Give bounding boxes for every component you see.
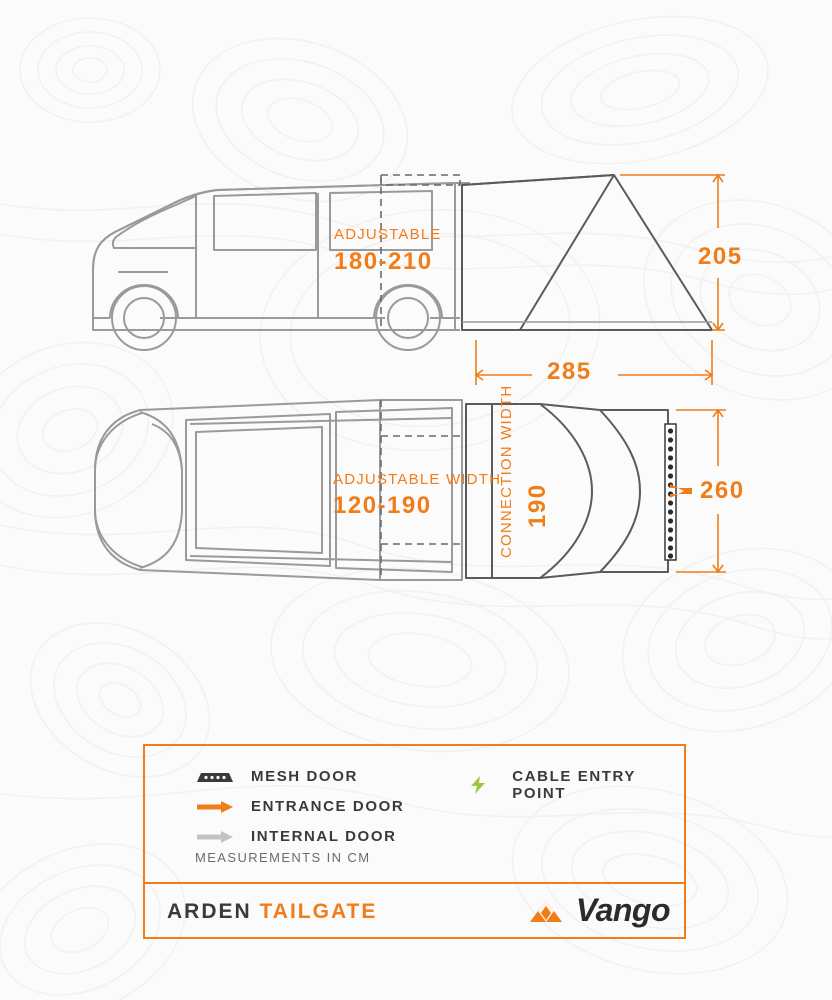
depth-dimension-285: 285 <box>547 358 592 385</box>
model-name-row <box>167 900 377 924</box>
vango-mountain-icon <box>526 896 570 926</box>
measurements-note: MEASUREMENTS IN CM <box>195 850 371 865</box>
legend-label-entrance-door: ENTRANCE DOOR <box>251 798 405 815</box>
vango-logo <box>526 892 670 929</box>
adjustable-width-value: 120-190 <box>333 492 432 519</box>
internal-door-icon <box>193 829 237 845</box>
legend-label-cable-entry-point: CABLE ENTRY POINT <box>512 768 636 802</box>
adjustable-height-value: 180-210 <box>334 248 433 275</box>
legend-item-mesh-door <box>193 768 358 785</box>
legend-item-cable-entry-point <box>457 768 684 802</box>
legend-item-entrance-door <box>193 798 404 815</box>
entrance-door-icon <box>193 799 237 815</box>
awning-plan-outline <box>466 404 668 578</box>
adjustable-height-label: ADJUSTABLE <box>334 226 442 243</box>
legend-item-internal-door <box>193 828 397 845</box>
connection-width-label: CONNECTION WIDTH <box>498 384 515 558</box>
van-plan-view <box>95 400 462 580</box>
height-dimension-205: 205 <box>698 243 743 270</box>
legend-label-internal-door: INTERNAL DOOR <box>251 828 397 845</box>
legend-brand-row <box>145 884 684 941</box>
dimension-depth-285 <box>476 340 712 385</box>
cable-entry-point-icon <box>457 777 498 793</box>
connection-width-value: 190 <box>524 483 551 528</box>
awning-side-profile <box>462 175 712 330</box>
vango-wordmark: Vango <box>575 892 670 928</box>
mesh-door-strip <box>665 424 676 560</box>
legend-panel <box>143 744 686 939</box>
model-variant: TAILGATE <box>259 900 378 923</box>
width-dimension-260: 260 <box>700 477 745 504</box>
mesh-door-icon <box>193 769 237 785</box>
adjustable-width-label: ADJUSTABLE WIDTH <box>333 471 502 488</box>
model-name: ARDEN <box>167 900 252 923</box>
adjustable-width-dashed-box <box>381 400 462 580</box>
legend-label-mesh-door: MESH DOOR <box>251 768 358 785</box>
